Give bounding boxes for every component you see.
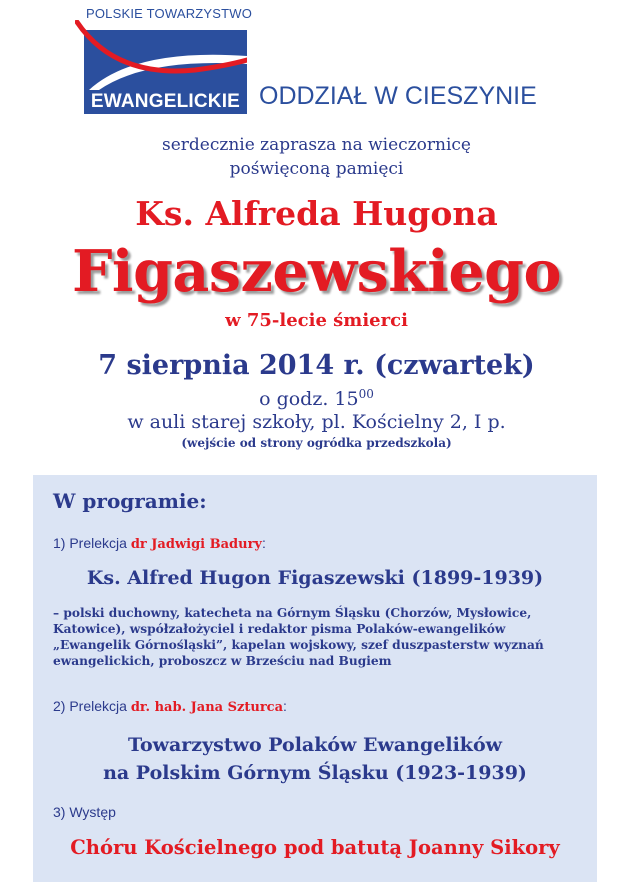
program-item-1 bbox=[53, 535, 266, 552]
program-item-3-heading: Chóru Kościelnego pod batutą Joanny Sikory bbox=[70, 836, 560, 859]
program-item-1-speaker: dr Jadwigi Badury bbox=[130, 537, 262, 552]
event-place: w auli starej szkoły, pl. Kościelny 2, I p. bbox=[127, 411, 506, 433]
organization-branch: ODDZIAŁ W CIESZYNIE bbox=[259, 82, 537, 110]
program-item-1-suffix: : bbox=[261, 535, 266, 551]
event-time-prefix: o godz. 15 bbox=[259, 388, 359, 410]
program-item-2-prefix: 2) Prelekcja bbox=[53, 698, 131, 714]
program-item-1-description: – polski duchowny, katecheta na Górnym Śląsku (Chorzów, Mysłowice, Katowice), współzałożyciel i redaktor pisma Polaków-ewangelików „Ewangelik Górnośląski”, kapelan wojskowy, szef duszpasterstw wyznań ewangelickich, proboszcz w Brześciu nad Bugiem bbox=[53, 606, 544, 668]
event-date: 7 sierpnia 2014 r. (czwartek) bbox=[98, 350, 535, 381]
invitation-text bbox=[0, 133, 633, 181]
logo-emblem-icon bbox=[75, 20, 247, 92]
anniversary-subtitle: w 75-lecie śmierci bbox=[225, 310, 408, 331]
program-title: W programie: bbox=[53, 489, 207, 513]
honoree-first-names: Ks. Alfreda Hugona bbox=[135, 194, 498, 233]
program-item-2-heading-line-1: Towarzystwo Polaków Ewangelików bbox=[127, 734, 502, 756]
program-item-2-heading-line-2: na Polskim Górnym Śląsku (1923-1939) bbox=[103, 762, 527, 784]
program-item-2-speaker: dr. hab. Jana Szturca bbox=[130, 700, 284, 715]
event-time-minutes: 00 bbox=[358, 387, 374, 401]
logo-top-text: POLSKIE TOWARZYSTWO bbox=[86, 6, 253, 21]
program-item-2 bbox=[53, 698, 287, 715]
invitation-line-2: poświęconą pamięci bbox=[229, 159, 404, 179]
program-item-1-prefix: 1) Prelekcja bbox=[53, 535, 131, 551]
event-time bbox=[0, 387, 633, 410]
program-item-2-suffix: : bbox=[283, 698, 287, 714]
program-item-2-heading bbox=[33, 731, 597, 787]
ptew-logo bbox=[75, 6, 253, 112]
program-item-3: 3) Występ bbox=[53, 804, 116, 820]
program-box bbox=[33, 475, 597, 882]
program-item-1-heading: Ks. Alfred Hugon Figaszewski (1899-1939) bbox=[86, 567, 544, 589]
honoree-surname: Figaszewskiego bbox=[71, 238, 562, 305]
event-entrance-note: (wejście od strony ogródka przedszkola) bbox=[181, 436, 452, 450]
logo-bottom-text: EWANGELICKIE bbox=[84, 90, 247, 114]
invitation-line-1: serdecznie zaprasza na wieczornicę bbox=[162, 135, 471, 155]
